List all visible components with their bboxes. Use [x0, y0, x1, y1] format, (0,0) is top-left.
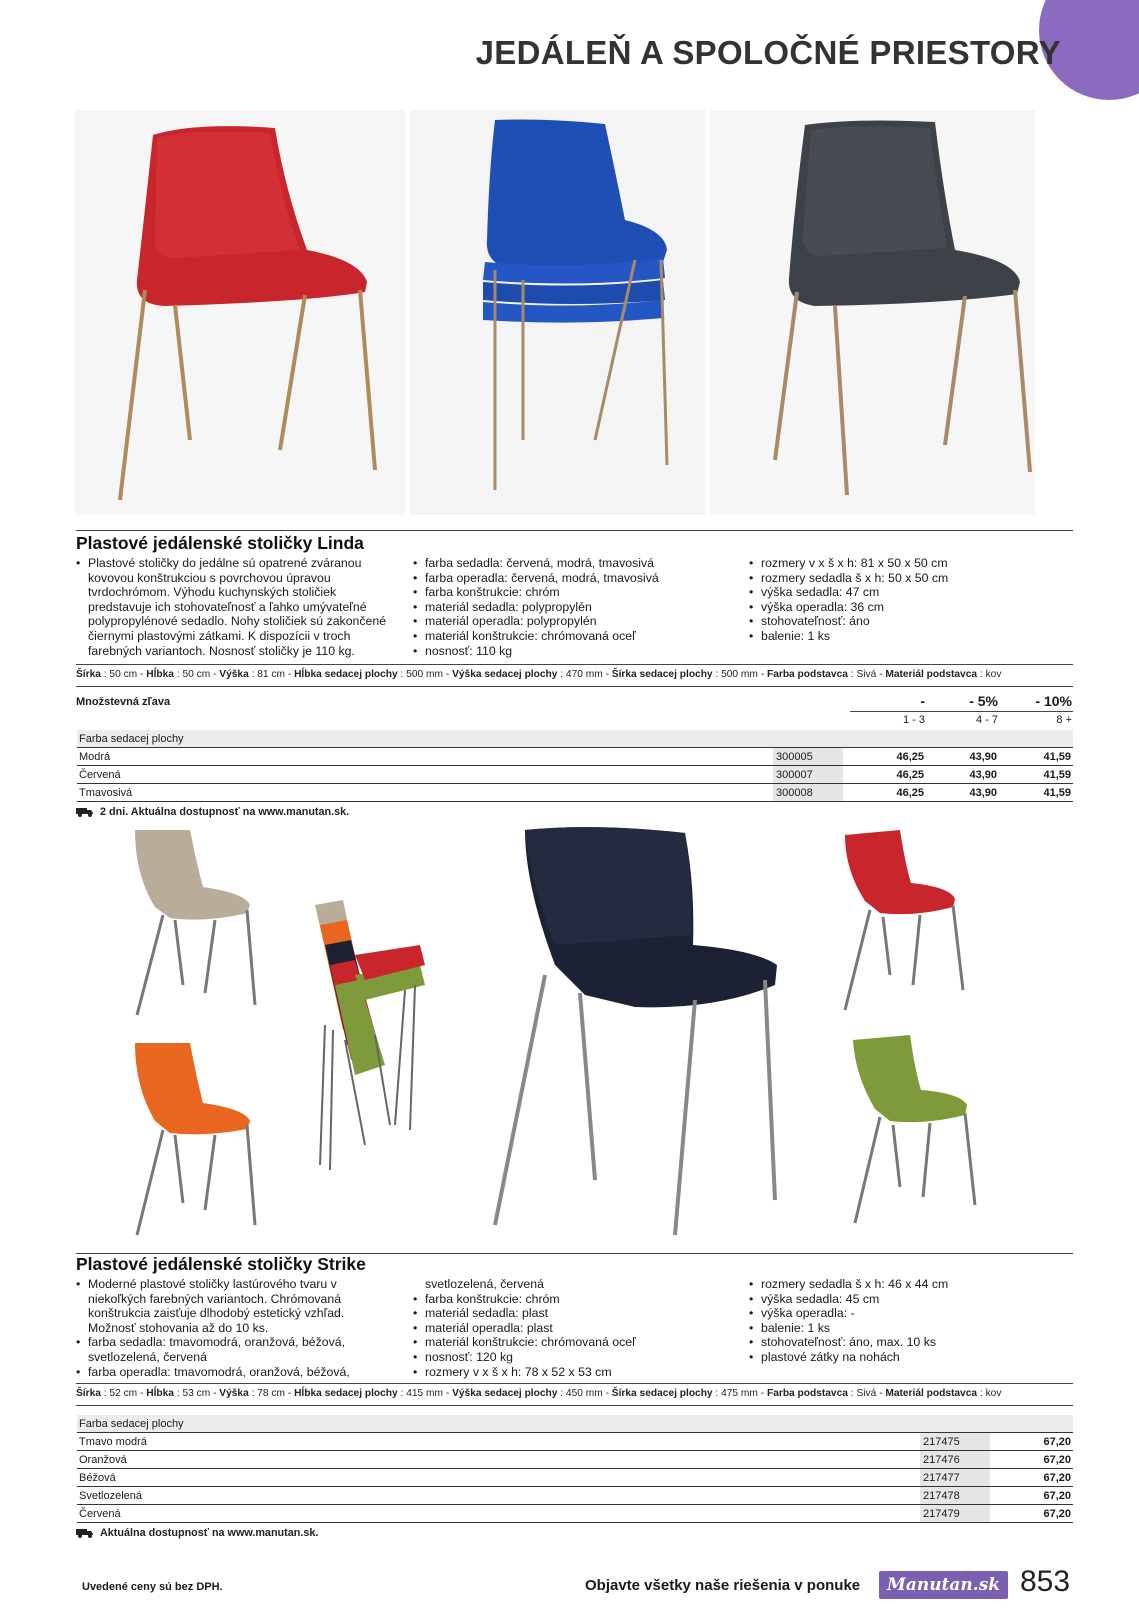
- feature-item: • farba konštrukcie: chróm: [413, 1292, 743, 1307]
- table-row[interactable]: [77, 784, 1073, 802]
- feature-item: • farba operadla: červená, modrá, tmavosivá: [413, 571, 743, 586]
- price-tier-3: 41,59: [1043, 769, 1071, 781]
- table-row[interactable]: [77, 1469, 1073, 1487]
- table-row[interactable]: [77, 766, 1073, 784]
- dimension-item: • rozmery sedadla š x h: 46 x 44 cm: [749, 1277, 1069, 1292]
- color-name: Tmavosivá: [79, 787, 133, 799]
- delivery-truck-icon: [76, 1528, 94, 1538]
- qty-range-3: 8 +: [1056, 714, 1072, 726]
- price-tier-1: 46,25: [896, 769, 924, 781]
- feature-item: • nosnosť: 120 kg: [413, 1350, 743, 1365]
- quantity-discount-label: Množstevná zľava: [76, 696, 171, 708]
- description-line: farebných variantoch. Nosnosť stoličky je 110 kg.: [88, 643, 355, 658]
- feature-item: • materiál sedadla: polypropylén: [413, 600, 743, 615]
- delivery-truck-icon: [76, 807, 94, 817]
- description-line: kovovou konštrukciou s povrchovou úpravou: [88, 570, 331, 585]
- qty-range-2: 4 - 7: [975, 714, 998, 726]
- product-title-linda: Plastové jedálenské stoličky Linda: [76, 533, 364, 553]
- dimension-item: • balenie: 1 ks: [749, 629, 1069, 644]
- dimension-item: • plastové zátky na nohách: [749, 1350, 1069, 1365]
- feature-item: • rozmery v x š x h: 78 x 52 x 53 cm: [413, 1365, 743, 1380]
- description-line: • Plastové stoličky do jedálne sú opatrené zváranou: [76, 556, 406, 571]
- feature-item: • materiál konštrukcie: chrómovaná oceľ: [413, 629, 743, 644]
- price: 67,20: [1043, 1490, 1071, 1502]
- description-line: • farba sedadla: tmavomodrá, oranžová, béžová,: [76, 1335, 406, 1350]
- grey-chair-image: [710, 110, 1035, 515]
- description-line: predstavuje ich stohovateľnosť a ľahko umývateľné: [88, 599, 367, 614]
- divider: [76, 1383, 1073, 1384]
- dimension-item: • výška operadla: 36 cm: [749, 600, 1069, 615]
- strike-dimensions: [749, 1277, 1069, 1365]
- dimension-item: • výška operadla: -: [749, 1306, 1069, 1321]
- product-code: 300007: [773, 766, 843, 783]
- linda-description: [76, 556, 406, 658]
- feature-item: • materiál operadla: polypropylén: [413, 614, 743, 629]
- color-name: Béžová: [79, 1472, 116, 1484]
- beige-chair-image: [135, 830, 255, 1015]
- strike-features: [413, 1277, 743, 1379]
- price-tier-1: 46,25: [896, 751, 924, 763]
- navy-chair-image: [495, 827, 777, 1235]
- description-line: čiernymi plastovými zátkami. K dispozícii v troch: [88, 628, 351, 643]
- feature-item: • farba sedadla: červená, modrá, tmavosivá: [413, 556, 743, 571]
- price-tier-3: 41,59: [1043, 751, 1071, 763]
- dimension-item: • stohovateľnosť: áno, max. 10 ks: [749, 1335, 1069, 1350]
- qty-range-1: 1 - 3: [902, 714, 925, 726]
- product-code: 217475: [920, 1433, 990, 1450]
- table-row[interactable]: [77, 1451, 1073, 1469]
- discount-tier-2: - 5%: [969, 693, 998, 709]
- vat-note: Uvedené ceny sú bez DPH.: [82, 1581, 223, 1593]
- description-line: • farba operadla: tmavomodrá, oranžová, béžová,: [76, 1365, 406, 1380]
- divider: [76, 686, 1073, 687]
- divider: [76, 530, 1073, 531]
- discount-tier-3: - 10%: [1035, 693, 1072, 709]
- divider: [850, 711, 1073, 712]
- product-code: 217479: [920, 1505, 990, 1522]
- strike-chairs-image: [75, 825, 1035, 1245]
- price: 67,20: [1043, 1508, 1071, 1520]
- description-line: polypropylénové sedadlo. Nohy stoličiek sú zakončené: [88, 614, 387, 629]
- dimension-item: • rozmery v x š x h: 81 x 50 x 50 cm: [749, 556, 1069, 571]
- price: 67,20: [1043, 1436, 1071, 1448]
- product-code: 217476: [920, 1451, 990, 1468]
- linda-spec-line: Šírka : 50 cm - Hĺbka : 50 cm - Výška : 81 cm - Hĺbka sedacej plochy : 500 mm - Výška sedacej plochy : 470 mm - Šírka sedacej plochy : 500 mm - Farba podstavca : Sivá - Materiál podstavca : kov: [76, 669, 1002, 680]
- description-line: Možnosť stohovania až do 10 ks.: [88, 1320, 269, 1335]
- feature-item: svetlozelená, červená: [425, 1277, 544, 1291]
- price-tier-2: 43,90: [969, 751, 997, 763]
- product-title-strike: Plastové jedálenské stoličky Strike: [76, 1254, 366, 1274]
- footer-cta: Objavte všetky naše riešenia v ponuke: [585, 1577, 861, 1594]
- divider: [76, 664, 1073, 665]
- red-small-chair-image: [845, 830, 963, 1010]
- dimension-item: • rozmery sedadla š x h: 50 x 50 cm: [749, 571, 1069, 586]
- table-row[interactable]: [77, 1487, 1073, 1505]
- green-chair-image: [853, 1035, 975, 1223]
- price-tier-2: 43,90: [969, 769, 997, 781]
- table-row[interactable]: [77, 1505, 1073, 1523]
- price-tier-1: 46,25: [896, 787, 924, 799]
- page-title: JEDÁLEŇ A SPOLOČNÉ PRIESTORY: [475, 34, 1061, 71]
- product-code: 217478: [920, 1487, 990, 1504]
- description-line: tvrdochrómom. Výhodu kuchynských stoličiek: [88, 585, 337, 600]
- dimension-item: • výška sedadla: 45 cm: [749, 1292, 1069, 1307]
- color-name: Červená: [79, 1508, 121, 1520]
- table-header: Farba sedacej plochy: [79, 1418, 184, 1430]
- color-name: Červená: [79, 769, 121, 781]
- feature-item: • materiál konštrukcie: chrómovaná oceľ: [413, 1335, 743, 1350]
- page-number: 853: [1020, 1565, 1071, 1598]
- dimension-item: • balenie: 1 ks: [749, 1321, 1069, 1336]
- discount-tier-1: -: [920, 693, 925, 709]
- color-name: Svetlozelená: [79, 1490, 142, 1502]
- product-code: 300008: [773, 784, 843, 801]
- product-code: 217477: [920, 1469, 990, 1486]
- color-name: Modrá: [79, 751, 111, 763]
- blue-chair-stack-image: [410, 110, 705, 515]
- price-tier-2: 43,90: [969, 787, 997, 799]
- feature-item: • nosnosť: 110 kg: [413, 644, 743, 659]
- description-line: niekoľkých farebných variantoch. Chrómovaná: [88, 1291, 342, 1306]
- strike-description: [76, 1277, 406, 1379]
- divider: [76, 1405, 1073, 1406]
- price: 67,20: [1043, 1454, 1071, 1466]
- linda-features: [413, 556, 743, 658]
- stacked-chairs-image: [315, 900, 425, 1170]
- availability-note: 2 dni. Aktuálna dostupnosť na www.manutan.sk.: [76, 806, 349, 818]
- strike-spec-line: Šírka : 52 cm - Hĺbka : 53 cm - Výška : 78 cm - Hĺbka sedacej plochy : 415 mm - Výška sedacej plochy : 450 mm - Šírka sedacej plochy : 475 mm - Farba podstavca : Sivá - Materiál podstavca : kov: [76, 1388, 1002, 1399]
- price-tier-3: 41,59: [1043, 787, 1071, 799]
- feature-item: • materiál sedadla: plast: [413, 1306, 743, 1321]
- table-header-row: [77, 730, 1073, 748]
- linda-chairs-image: [75, 110, 1035, 520]
- availability-note: Aktuálna dostupnosť na www.manutan.sk.: [76, 1527, 318, 1539]
- dimension-item: • stohovateľnosť: áno: [749, 614, 1069, 629]
- feature-item: • materiál operadla: plast: [413, 1321, 743, 1336]
- red-chair-image: [75, 110, 405, 515]
- color-name: Tmavo modrá: [79, 1436, 147, 1448]
- feature-item: • farba konštrukcie: chróm: [413, 585, 743, 600]
- dimension-item: • výška sedadla: 47 cm: [749, 585, 1069, 600]
- description-line: konštrukcia zaisťuje dlhodobý estetický vzhľad.: [88, 1306, 345, 1321]
- orange-chair-image: [135, 1043, 255, 1235]
- product-code: 300005: [773, 748, 843, 765]
- price: 67,20: [1043, 1472, 1071, 1484]
- table-header: Farba sedacej plochy: [79, 733, 184, 745]
- color-name: Oranžová: [79, 1454, 127, 1466]
- table-row[interactable]: [77, 1433, 1073, 1451]
- brand-logo[interactable]: Manutan.sk: [879, 1571, 1008, 1599]
- table-row[interactable]: [77, 748, 1073, 766]
- description-line: • Moderné plastové stoličky lastúrového tvaru v: [76, 1277, 406, 1292]
- description-line: svetlozelená, červená: [88, 1349, 207, 1364]
- linda-dimensions: [749, 556, 1069, 644]
- table-header-row: [77, 1415, 1073, 1433]
